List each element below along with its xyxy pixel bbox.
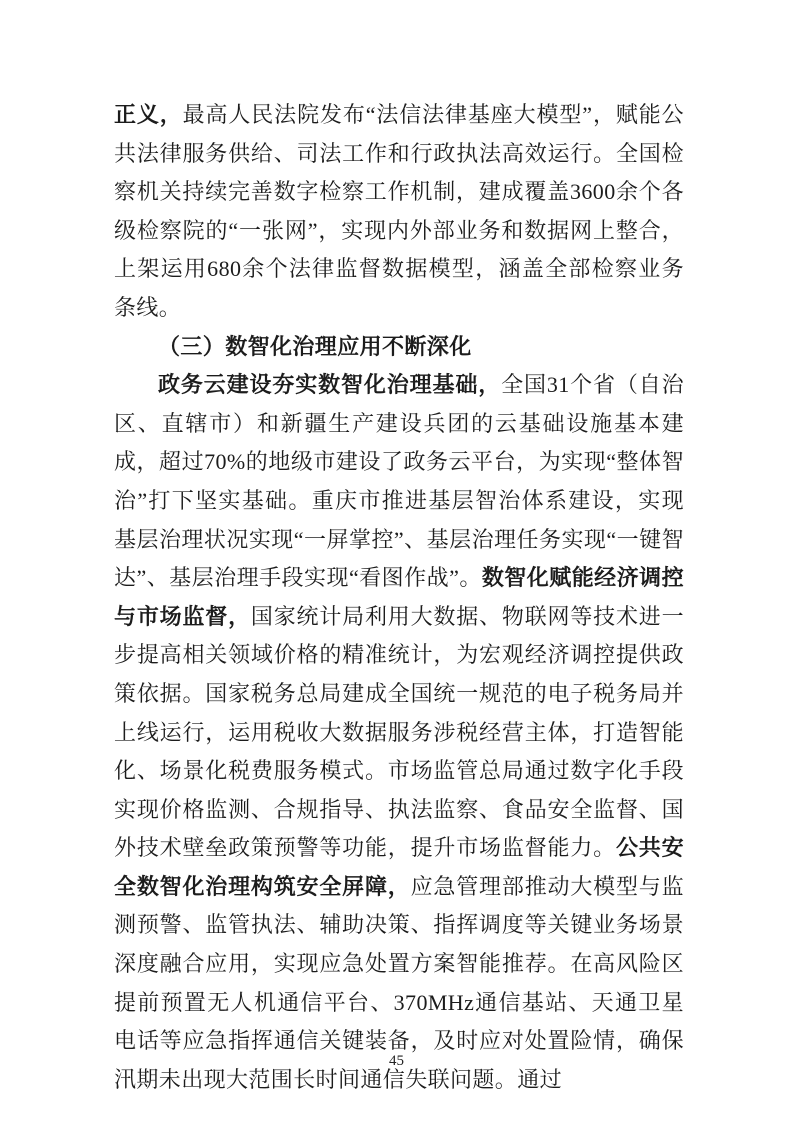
text-run: 全国31个省（自治区、直辖市）和新疆生产建设兵团的云基础设施基本建成，超过70%的地级市建设了政务云平台，为实现“整体智治”打下坚实基础。重庆市推进基层智治体系建设，实现基层治理状况实现“一屏掌控”、基层治理任务实现“一键智达”、基层治理手段实现“看图作战”。: [114, 372, 684, 591]
text-run-bold: 公共安全数智化治理构筑安全屏障，: [114, 835, 685, 899]
section-heading: [114, 328, 684, 367]
paragraph: [114, 366, 684, 1099]
text-column: [114, 96, 684, 1099]
paragraph: [114, 96, 684, 328]
text-run-bold: 政务云建设夯实数智化治理基础，: [158, 372, 502, 398]
text-run: 国家统计局利用大数据、物联网等技术进一步提高相关领域价格的精准统计，为宏观经济调控提供政策依据。国家税务总局建成全国统一规范的电子税务局并上线运行，运用税收大数据服务涉税经营主体，打造智能化、场景化税费服务模式。市场监管总局通过数字化手段实现价格监测、合规指导、执法监察、食品安全监督、国外技术壁垒政策预警等功能，提升市场监督能力。: [114, 603, 684, 861]
page-number: 45: [389, 1053, 404, 1069]
text-run: 最高人民法院发布“法信法律基座大模型”，赋能公共法律服务供给、司法工作和行政执法高效运行。全国检察机关持续完善数字检察工作机制，建成覆盖3600余个各级检察院的“一张网”，实现内外部业务和数据网上整合，上架运用680余个法律监督数据模型，涵盖全部检察业务条线。: [114, 102, 685, 320]
text-run: 应急管理部推动大模型与监测预警、监管执法、辅助决策、指挥调度等关键业务场景深度融合应用，实现应急处置方案智能推荐。在高风险区提前预置无人机通信平台、370MHz通信基站、天通卫星电话等应急指挥通信关键装备，及时应对处置险情，确保汛期未出现大范围长时间通信失联问题。通过: [114, 873, 684, 1092]
text-run-bold: （三）数智化治理应用不断深化: [158, 333, 472, 359]
text-run-bold: 数智化赋能经济调控与市场监督，: [114, 565, 684, 629]
text-run-bold: 正义，: [114, 102, 183, 127]
